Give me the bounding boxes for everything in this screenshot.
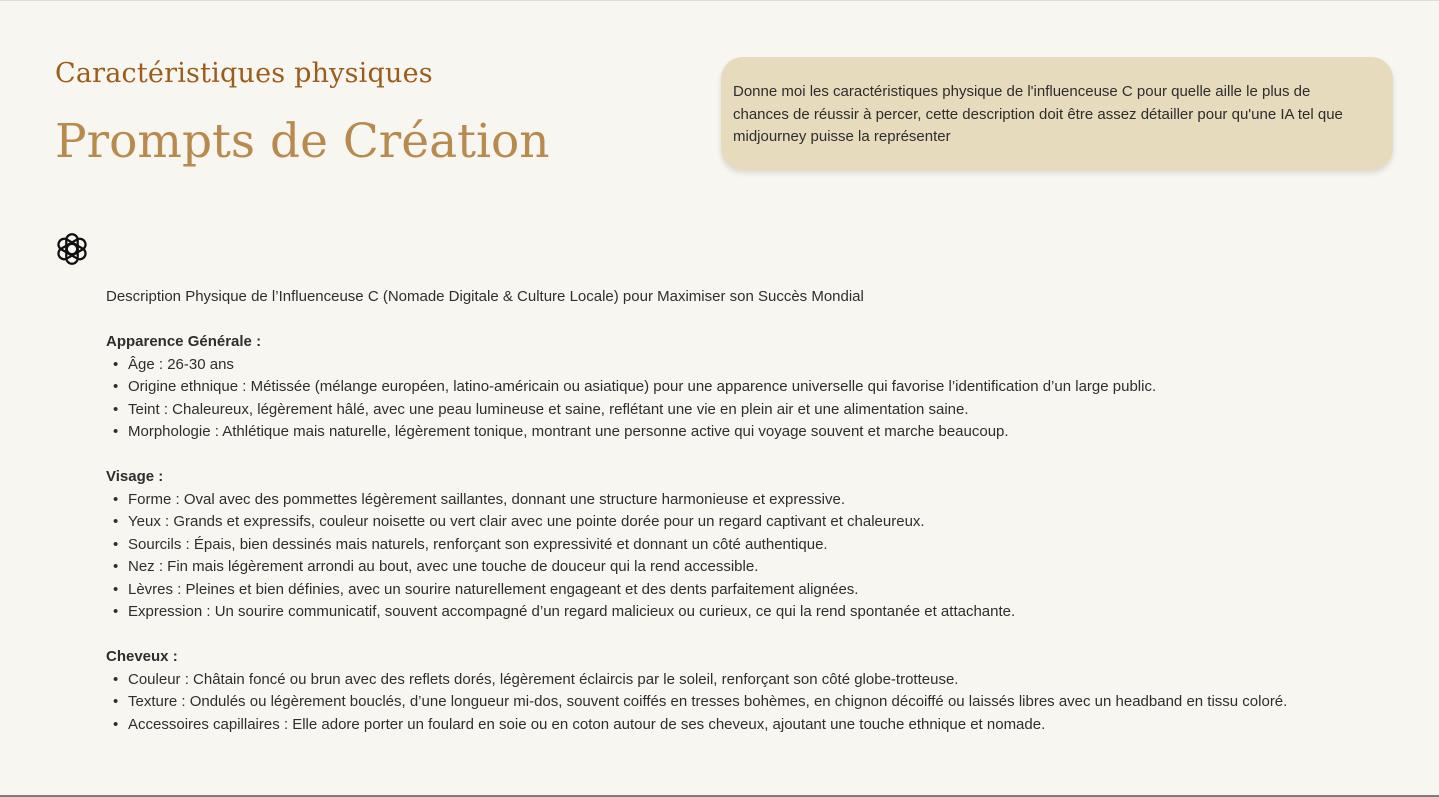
openai-logo-icon [53, 230, 91, 268]
list-item: • Origine ethnique : Métissée (mélange européen, latino-américain ou asiatique) pour une apparence universelle qui favorise l’identification d’un large public. [106, 376, 1306, 399]
section-title: Visage : [106, 468, 164, 485]
user-message-bubble [721, 57, 1393, 170]
list-item: • Forme : Oval avec des pommettes légèrement saillantes, donnant une structure harmonieuse et expressive. [106, 489, 1306, 512]
list-item: • Couleur : Châtain foncé ou brun avec des reflets dorés, légèrement éclaircis par le soleil, renforçant son côté globe-trotteuse. [106, 669, 1306, 692]
section-apparence-generale [106, 331, 1306, 444]
top-divider [0, 0, 1439, 1]
list-item: • Accessoires capillaires : Elle adore porter un foulard en soie ou en coton autour de ses cheveux, ajoutant une touche ethnique et nomade. [106, 714, 1306, 737]
list-item: • Texture : Ondulés ou légèrement bouclés, d’une longueur mi-dos, souvent coiffés en tresses bohèmes, en chignon décoiffé ou laissés libres avec un headband en tissu coloré. [106, 691, 1298, 714]
section-visage [106, 466, 1306, 624]
list-item: • Nez : Fin mais légèrement arrondi au bout, avec une touche de douceur qui la rend accessible. [106, 556, 1306, 579]
bullet-list [106, 354, 1306, 444]
list-item: • Yeux : Grands et expressifs, couleur noisette ou vert clair avec une pointe dorée pour un regard captivant et chaleureux. [106, 511, 1306, 534]
section-title: Apparence Générale : [106, 333, 262, 350]
list-item: • Morphologie : Athlétique mais naturelle, légèrement tonique, montrant une personne active qui voyage souvent et marche beaucoup. [106, 421, 1306, 444]
section-title: Cheveux : [106, 648, 178, 665]
section-cheveux [106, 646, 1306, 736]
list-item: • Teint : Chaleureux, légèrement hâlé, avec une peau lumineuse et saine, reflétant une vie en plein air et une alimentation saine. [106, 399, 1306, 422]
response-intro: Description Physique de l’Influenceuse C (Nomade Digitale & Culture Locale) pour Maximiser son Succès Mondial [106, 288, 864, 305]
list-item: • Lèvres : Pleines et bien définies, avec un sourire naturellement engageant et des dents parfaitement alignées. [106, 579, 1306, 602]
assistant-response [106, 286, 1306, 736]
bullet-list [106, 669, 1306, 737]
bullet-list [106, 489, 1306, 624]
user-message-text: Donne moi les caractéristiques physique de l'influenceuse C pour quelle aille le plus de chances de réussir à percer, cette description doit être assez détailler pour qu'une IA tel que midjourney puisse la représenter [733, 83, 1343, 145]
list-item: • Âge : 26-30 ans [106, 354, 1306, 377]
page-title: Prompts de Création [55, 114, 550, 169]
page-subtitle: Caractéristiques physiques [55, 58, 433, 89]
list-item: • Sourcils : Épais, bien dessinés mais naturels, renforçant son expressivité et donnant un côté authentique. [106, 534, 1306, 557]
list-item: • Expression : Un sourire communicatif, souvent accompagné d’un regard malicieux ou curieux, ce qui la rend spontanée et attachante. [106, 601, 1306, 624]
